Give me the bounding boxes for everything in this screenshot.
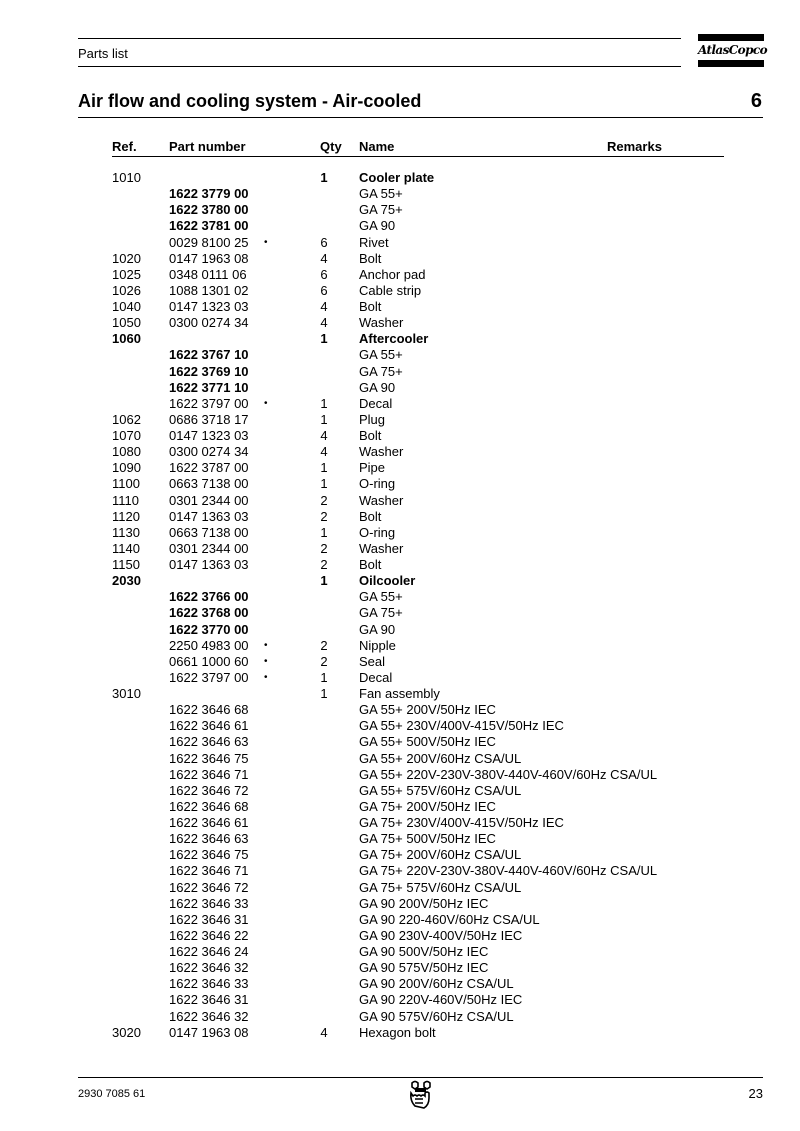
name-cell: GA 55+ 220V-230V-380V-440V-460V/60Hz CSA/UL [359, 766, 658, 782]
ref-cell: 1140 [112, 540, 140, 556]
table-row [0, 331, 800, 347]
table-row [0, 218, 800, 234]
qty-cell: 6 [320, 266, 328, 282]
name-cell: GA 75+ [359, 202, 403, 218]
table-row [0, 976, 800, 992]
kit-bullet: • [264, 236, 268, 248]
table-row [0, 992, 800, 1008]
name-cell: Bolt [359, 557, 382, 572]
column-header-name: Name [359, 139, 395, 154]
column-header-rule [112, 156, 724, 157]
qty-cell: 4 [320, 428, 328, 443]
name-cell: GA 55+ 500V/50Hz IEC [359, 734, 496, 750]
name-cell: GA 90 [359, 621, 396, 637]
part-number-cell: 1622 3646 32 [169, 1008, 249, 1024]
name-cell: GA 75+ 230V/400V-415V/50Hz IEC [359, 815, 564, 830]
part-number-cell: 1622 3646 33 [169, 976, 249, 992]
part-number-cell: 0661 1000 60 [169, 653, 249, 669]
qty-cell: 2 [320, 653, 328, 669]
name-cell: GA 75+ [359, 363, 403, 379]
part-number-cell: 0147 1323 03 [169, 428, 249, 443]
ref-cell: 1090 [112, 460, 141, 476]
qty-cell: 1 [320, 524, 328, 540]
table-row [0, 831, 800, 847]
part-number-cell: 0300 0274 34 [169, 444, 249, 460]
table-row [0, 476, 800, 492]
name-cell: Aftercooler [359, 331, 429, 347]
part-number-cell: 0301 2344 00 [169, 492, 249, 508]
part-number-cell: 1622 3646 72 [169, 879, 249, 895]
name-cell: O-ring [359, 524, 396, 540]
name-cell: Washer [359, 492, 404, 508]
part-number-cell: 0147 1963 08 [169, 250, 249, 266]
table-row [0, 509, 800, 525]
logo-text: AtlasCopco [698, 43, 767, 57]
table-row [0, 202, 800, 218]
kit-bullet: • [264, 397, 268, 409]
part-number-cell: 0147 1363 03 [169, 508, 249, 524]
parts-table [0, 170, 800, 1041]
table-row [0, 557, 800, 573]
part-number-cell: 1622 3770 00 [169, 621, 249, 637]
qty-cell: 2 [320, 637, 328, 653]
table-row [0, 605, 800, 621]
table-row [0, 734, 800, 750]
name-cell: Washer [359, 315, 404, 331]
page-number: 23 [748, 1086, 763, 1101]
table-row [0, 267, 800, 283]
table-row [0, 525, 800, 541]
table-row [0, 186, 800, 202]
name-cell: Bolt [359, 428, 382, 443]
table-row [0, 654, 800, 670]
part-number-cell: 1622 3646 24 [169, 944, 249, 959]
name-cell: Hexagon bolt [359, 1024, 436, 1040]
part-number-cell: 1622 3646 75 [169, 847, 249, 863]
table-row [0, 799, 800, 815]
ref-cell: 1130 [112, 524, 140, 540]
qty-cell: 2 [320, 492, 328, 508]
part-number-cell: 1622 3646 32 [169, 960, 249, 976]
name-cell: GA 90 575V/50Hz IEC [359, 960, 489, 976]
name-cell: Bolt [359, 250, 382, 266]
qty-cell: 4 [320, 1024, 328, 1040]
part-number-cell: 0147 1963 08 [169, 1024, 249, 1040]
table-row [0, 170, 800, 186]
table-row [0, 751, 800, 767]
name-cell: GA 75+ 200V/60Hz CSA/UL [359, 847, 522, 863]
ref-cell: 1010 [112, 170, 141, 185]
chapter-number: 6 [750, 90, 762, 112]
table-row [0, 912, 800, 928]
title-rule [78, 117, 763, 118]
qty-cell: 6 [320, 234, 328, 250]
table-row [0, 1009, 800, 1025]
qty-cell: 1 [320, 669, 328, 685]
name-cell: GA 75+ [359, 605, 403, 621]
name-cell: Rivet [359, 234, 389, 250]
table-row [0, 299, 800, 315]
table-row [0, 783, 800, 799]
table-row [0, 428, 800, 444]
column-header-ref: Ref. [112, 139, 137, 154]
qty-cell: 2 [320, 508, 328, 524]
table-row [0, 315, 800, 331]
table-row [0, 235, 800, 251]
name-cell: Decal [359, 395, 393, 411]
table-row [0, 638, 800, 654]
name-cell: GA 55+ 200V/50Hz IEC [359, 702, 496, 718]
qty-cell: 1 [320, 395, 328, 411]
name-cell: Oilcooler [359, 573, 416, 589]
name-cell: Fan assembly [359, 686, 440, 701]
name-cell: Cable strip [359, 282, 422, 298]
hand-with-wrench-icon [406, 1079, 434, 1111]
part-number-cell: 1622 3646 68 [169, 798, 249, 814]
name-cell: GA 55+ 200V/60Hz CSA/UL [359, 750, 522, 766]
table-row [0, 589, 800, 605]
part-number-cell: 1088 1301 02 [169, 282, 249, 298]
page-title: Air flow and cooling system - Air-cooled [78, 91, 422, 111]
name-cell: Seal [359, 653, 386, 669]
name-cell: GA 90 [359, 379, 396, 395]
logo-top-bar [698, 34, 764, 41]
table-row [0, 702, 800, 718]
part-number-cell: 0147 1323 03 [169, 299, 249, 314]
part-number-cell: 0029 8100 25 [169, 234, 249, 250]
name-cell: Bolt [359, 299, 382, 314]
name-cell: Washer [359, 444, 404, 460]
name-cell: Washer [359, 540, 404, 556]
part-number-cell: 1622 3768 00 [169, 605, 249, 621]
table-row [0, 347, 800, 363]
name-cell: GA 75+ 220V-230V-380V-440V-460V/60Hz CSA/UL [359, 863, 658, 879]
table-row [0, 718, 800, 734]
part-number-cell: 1622 3797 00 [169, 669, 249, 685]
table-row [0, 863, 800, 879]
name-cell: GA 90 200V/60Hz CSA/UL [359, 976, 514, 992]
table-row [0, 767, 800, 783]
name-cell: GA 55+ [359, 347, 403, 363]
qty-cell: 1 [320, 460, 328, 476]
ref-cell: 1050 [112, 315, 141, 331]
part-number-cell: 0686 3718 17 [169, 411, 249, 427]
name-cell: GA 55+ 575V/60Hz CSA/UL [359, 782, 522, 798]
table-row [0, 1025, 800, 1041]
part-number-cell: 1622 3797 00 [169, 395, 249, 411]
name-cell: Anchor pad [359, 266, 426, 282]
name-cell: GA 90 200V/50Hz IEC [359, 895, 489, 911]
ref-cell: 1120 [112, 508, 140, 524]
part-number-cell: 0663 7138 00 [169, 476, 249, 492]
ref-cell: 1020 [112, 250, 141, 266]
part-number-cell: 0147 1363 03 [169, 557, 249, 572]
ref-cell: 1040 [112, 299, 141, 314]
ref-cell: 2030 [112, 573, 141, 589]
table-row [0, 896, 800, 912]
qty-cell: 1 [320, 573, 328, 589]
name-cell: GA 55+ [359, 589, 403, 605]
part-number-cell: 1622 3646 33 [169, 895, 249, 911]
part-number-cell: 0348 0111 06 [169, 266, 247, 282]
qty-cell: 4 [320, 444, 328, 460]
kit-bullet: • [264, 639, 268, 651]
table-row [0, 622, 800, 638]
part-number-cell: 1622 3646 68 [169, 702, 249, 718]
column-header-remarks: Remarks [607, 139, 662, 154]
part-number-cell: 1622 3646 31 [169, 911, 249, 927]
part-number-cell: 1622 3646 75 [169, 750, 249, 766]
ref-cell: 1060 [112, 331, 141, 347]
part-number-cell: 1622 3771 10 [169, 379, 249, 395]
part-number-cell: 0663 7138 00 [169, 524, 249, 540]
part-number-cell: 1622 3646 31 [169, 992, 249, 1008]
table-row [0, 541, 800, 557]
footer-rule [78, 1077, 763, 1078]
name-cell: GA 90 575V/60Hz CSA/UL [359, 1008, 514, 1024]
part-number-cell: 1622 3780 00 [169, 202, 249, 218]
part-number-cell: 1622 3787 00 [169, 460, 249, 476]
part-number-cell: 1622 3781 00 [169, 218, 249, 234]
table-row [0, 283, 800, 299]
column-header-part-number: Part number [169, 139, 246, 154]
part-number-cell: 1622 3646 61 [169, 815, 249, 830]
ref-cell: 1026 [112, 282, 141, 298]
part-number-cell: 1622 3767 10 [169, 347, 249, 363]
part-number-cell: 2250 4983 00 [169, 637, 249, 653]
table-row [0, 573, 800, 589]
name-cell: GA 55+ 230V/400V-415V/50Hz IEC [359, 718, 564, 734]
part-number-cell: 1622 3646 71 [169, 766, 249, 782]
qty-cell: 1 [320, 476, 328, 492]
part-number-cell: 1622 3646 71 [169, 863, 249, 879]
part-number-cell: 1622 3646 22 [169, 927, 249, 943]
part-number-cell: 0300 0274 34 [169, 315, 249, 331]
name-cell: GA 75+ 500V/50Hz IEC [359, 831, 496, 847]
table-row [0, 944, 800, 960]
part-number-cell: 1622 3646 63 [169, 734, 249, 750]
name-cell: GA 90 220V-460V/50Hz IEC [359, 992, 523, 1008]
table-row [0, 251, 800, 267]
section-label: Parts list [78, 46, 128, 61]
kit-bullet: • [264, 655, 268, 667]
part-number-cell: 1622 3769 10 [169, 363, 249, 379]
table-row [0, 460, 800, 476]
table-row [0, 686, 800, 702]
qty-cell: 4 [320, 250, 328, 266]
ref-cell: 3010 [112, 686, 141, 701]
name-cell: GA 75+ 200V/50Hz IEC [359, 798, 496, 814]
qty-cell: 1 [320, 411, 328, 427]
table-row [0, 364, 800, 380]
name-cell: GA 90 230V-400V/50Hz IEC [359, 927, 523, 943]
ref-cell: 1110 [112, 492, 139, 508]
logo-bottom-bar [698, 60, 764, 67]
table-row [0, 880, 800, 896]
qty-cell: 1 [320, 686, 328, 701]
name-cell: Cooler plate [359, 170, 435, 185]
table-row [0, 396, 800, 412]
qty-cell: 4 [320, 299, 328, 314]
table-row [0, 847, 800, 863]
part-number-cell: 1622 3766 00 [169, 589, 249, 605]
part-number-cell: 1622 3646 61 [169, 718, 249, 734]
part-number-cell: 1622 3779 00 [169, 186, 249, 202]
name-cell: GA 55+ [359, 186, 403, 202]
name-cell: Decal [359, 669, 393, 685]
qty-cell: 1 [320, 170, 328, 185]
ref-cell: 1025 [112, 266, 141, 282]
ref-cell: 1100 [112, 476, 140, 492]
table-row [0, 670, 800, 686]
part-number-cell: 1622 3646 63 [169, 831, 249, 847]
qty-cell: 6 [320, 282, 328, 298]
qty-cell: 4 [320, 315, 328, 331]
ref-cell: 1070 [112, 428, 141, 443]
ref-cell: 1150 [112, 557, 140, 572]
part-number-cell: 0301 2344 00 [169, 540, 249, 556]
header-bottom-rule [78, 66, 681, 67]
header-top-rule [78, 38, 681, 39]
qty-cell: 1 [320, 331, 328, 347]
qty-cell: 2 [320, 557, 328, 572]
part-number-cell: 1622 3646 72 [169, 782, 249, 798]
table-row [0, 960, 800, 976]
name-cell: O-ring [359, 476, 396, 492]
name-cell: GA 75+ 575V/60Hz CSA/UL [359, 879, 522, 895]
qty-cell: 2 [320, 540, 328, 556]
name-cell: GA 90 220-460V/60Hz CSA/UL [359, 911, 540, 927]
ref-cell: 3020 [112, 1024, 141, 1040]
table-row [0, 928, 800, 944]
name-cell: Pipe [359, 460, 386, 476]
company-logo [698, 34, 767, 68]
table-row [0, 493, 800, 509]
column-header-qty: Qty [320, 139, 342, 154]
name-cell: Nipple [359, 637, 396, 653]
document-number: 2930 7085 61 [78, 1088, 146, 1100]
table-row [0, 412, 800, 428]
kit-bullet: • [264, 671, 268, 683]
ref-cell: 1062 [112, 411, 141, 427]
name-cell: Bolt [359, 508, 382, 524]
name-cell: GA 90 500V/50Hz IEC [359, 944, 489, 959]
table-row [0, 444, 800, 460]
table-row [0, 380, 800, 396]
name-cell: GA 90 [359, 218, 396, 234]
ref-cell: 1080 [112, 444, 141, 460]
name-cell: Plug [359, 411, 386, 427]
table-row [0, 815, 800, 831]
